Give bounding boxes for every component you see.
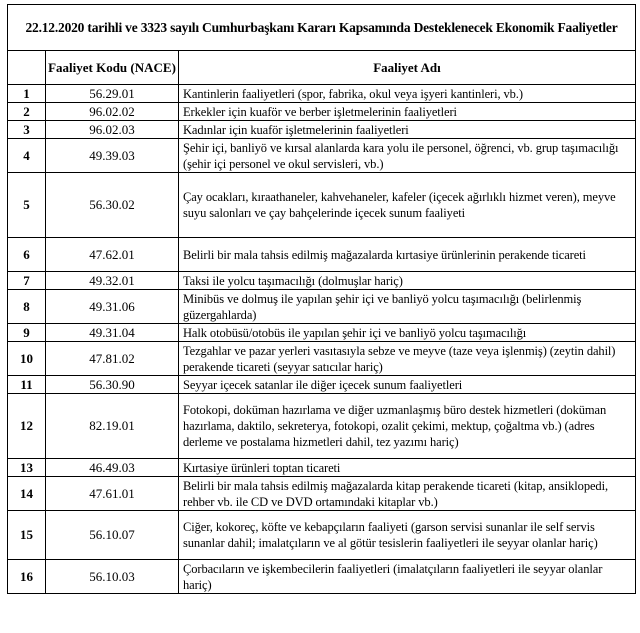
table-row xyxy=(8,376,636,394)
activity-name: Minibüs ve dolmuş ile yapılan şehir içi ve banliyö yolcu taşımacılığı (belirlenmiş güzergahlarda) xyxy=(179,290,636,324)
table-row xyxy=(8,272,636,290)
row-number: 14 xyxy=(8,477,46,511)
table-row xyxy=(8,121,636,139)
activity-name: Erkekler için kuaför ve berber işletmelerinin faaliyetleri xyxy=(179,103,636,121)
activities-table xyxy=(7,4,636,594)
table-row xyxy=(8,511,636,560)
nace-code: 82.19.01 xyxy=(46,394,179,459)
table-row xyxy=(8,139,636,173)
nace-code: 47.61.01 xyxy=(46,477,179,511)
nace-code: 49.32.01 xyxy=(46,272,179,290)
activity-name: Çorbacıların ve işkembecilerin faaliyetleri (imalatçıların faaliyetleri ile seyyar olanlar hariç) xyxy=(179,560,636,594)
table-row xyxy=(8,290,636,324)
row-number: 10 xyxy=(8,342,46,376)
table-row xyxy=(8,85,636,103)
row-number: 5 xyxy=(8,173,46,238)
table-row xyxy=(8,477,636,511)
activity-name: Şehir içi, banliyö ve kırsal alanlarda kara yolu ile personel, öğrenci, vb. grup taşımacılığı (şehir içi personel ve okul servisleri, vb.) xyxy=(179,139,636,173)
row-number: 6 xyxy=(8,238,46,272)
row-number: 12 xyxy=(8,394,46,459)
table-row xyxy=(8,324,636,342)
nace-code: 56.30.90 xyxy=(46,376,179,394)
activity-name: Tezgahlar ve pazar yerleri vasıtasıyla sebze ve meyve (taze veya işlenmiş) (zeytin dahil) perakende ticareti (seyyar satıcılar hariç) xyxy=(179,342,636,376)
row-number: 11 xyxy=(8,376,46,394)
table-row xyxy=(8,238,636,272)
table-row xyxy=(8,394,636,459)
row-number: 16 xyxy=(8,560,46,594)
nace-code: 56.10.07 xyxy=(46,511,179,560)
activity-name: Kırtasiye ürünleri toptan ticareti xyxy=(179,459,636,477)
row-number: 15 xyxy=(8,511,46,560)
table-body xyxy=(8,85,636,594)
nace-code: 56.29.01 xyxy=(46,85,179,103)
table-row xyxy=(8,342,636,376)
activity-name: Kadınlar için kuaför işletmelerinin faaliyetleri xyxy=(179,121,636,139)
activity-name: Belirli bir mala tahsis edilmiş mağazalarda kırtasiye ürünlerinin perakende ticareti xyxy=(179,238,636,272)
table-row xyxy=(8,459,636,477)
nace-code: 56.30.02 xyxy=(46,173,179,238)
activity-name: Seyyar içecek satanlar ile diğer içecek sunum faaliyetleri xyxy=(179,376,636,394)
row-number: 13 xyxy=(8,459,46,477)
header-row xyxy=(8,51,636,85)
row-number: 9 xyxy=(8,324,46,342)
row-number: 2 xyxy=(8,103,46,121)
activity-name: Halk otobüsü/otobüs ile yapılan şehir içi ve banliyö yolcu taşımacılığı xyxy=(179,324,636,342)
table-title: 22.12.2020 tarihli ve 3323 sayılı Cumhurbaşkanı Kararı Kapsamında Desteklenecek Ekonomik Faaliyetler xyxy=(8,5,636,51)
row-number: 7 xyxy=(8,272,46,290)
row-number: 4 xyxy=(8,139,46,173)
table-row xyxy=(8,103,636,121)
table-row xyxy=(8,173,636,238)
nace-code: 56.10.03 xyxy=(46,560,179,594)
nace-code: 49.31.06 xyxy=(46,290,179,324)
activity-name: Ciğer, kokoreç, köfte ve kebapçıların faaliyeti (garson servisi sunanlar ile self servis sunanlar dahil; imalatçıların ve al götür tesislerin faaliyetleri ile seyyar olanlar hariç) xyxy=(179,511,636,560)
nace-code: 49.39.03 xyxy=(46,139,179,173)
nace-code: 46.49.03 xyxy=(46,459,179,477)
nace-code: 96.02.02 xyxy=(46,103,179,121)
nace-code: 96.02.03 xyxy=(46,121,179,139)
nace-code: 47.62.01 xyxy=(46,238,179,272)
row-number: 8 xyxy=(8,290,46,324)
row-number: 1 xyxy=(8,85,46,103)
activity-name: Çay ocakları, kıraathaneler, kahvehaneler, kafeler (içecek ağırlıklı hizmet veren), meyve suyu salonları ve çay bahçelerinde içecek sunum faaliyeti xyxy=(179,173,636,238)
header-code: Faaliyet Kodu (NACE) xyxy=(46,51,179,85)
activity-name: Kantinlerin faaliyetleri (spor, fabrika, okul veya işyeri kantinleri, vb.) xyxy=(179,85,636,103)
nace-code: 47.81.02 xyxy=(46,342,179,376)
table-row xyxy=(8,560,636,594)
nace-code: 49.31.04 xyxy=(46,324,179,342)
activity-name: Fotokopi, doküman hazırlama ve diğer uzmanlaşmış büro destek hizmetleri (doküman hazırlama, daktilo, sekreterya, fotokopi, ozalit çekimi, mektup, çoğaltma vb.) (adres derleme ve postalama hizmetleri dahil, tez yazımı hariç) xyxy=(179,394,636,459)
header-no xyxy=(8,51,46,85)
header-name: Faaliyet Adı xyxy=(179,51,636,85)
activity-name: Taksi ile yolcu taşımacılığı (dolmuşlar hariç) xyxy=(179,272,636,290)
activity-name: Belirli bir mala tahsis edilmiş mağazalarda kitap perakende ticareti (kitap, ansiklopedi, rehber vb. ile CD ve DVD ortamındaki kitaplar vb.) xyxy=(179,477,636,511)
row-number: 3 xyxy=(8,121,46,139)
